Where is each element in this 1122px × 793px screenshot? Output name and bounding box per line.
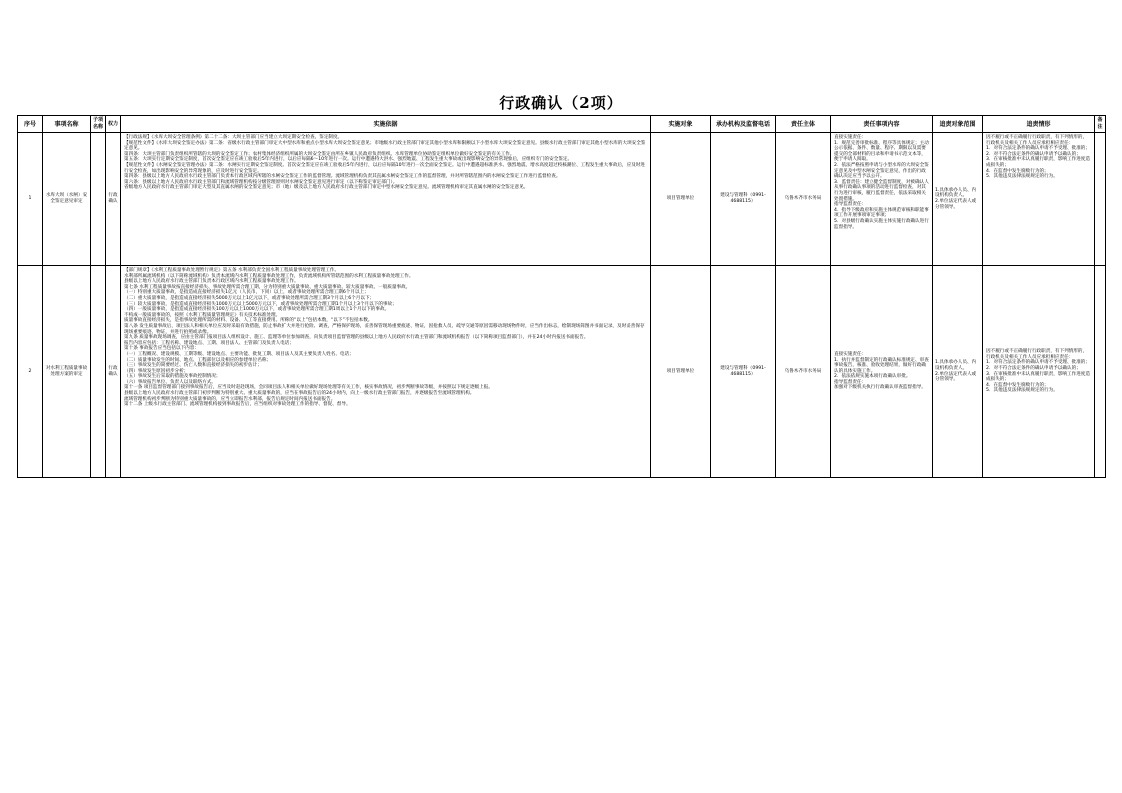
header-row [18,116,1106,133]
basis-paragraph: 县级以上地方人民政府水行政主管部门初步判断为特别重大、重大质量事故的，应当在事故报告后的24小时内，向上一级水行政主管部门报告，并逐级报告至流域管理机构。 [124,391,475,397]
row-scope: 1.具体承办人员、内设机构负责人。 2.单位法定代表人或分管领导。 [933,133,983,266]
basis-paragraph: （六）事故报告单位、负责人以及联络方式。 [124,379,216,385]
row-sub [91,133,106,266]
duty-line: 2．依法严格按照申请与小型水库的大坝安全鉴定意见及中型水闸安全鉴定意见，作出的行政确认决定应当予以公开。 [834,162,929,180]
basis-paragraph: 省级地方人民政府水行政主管部门审定大型及其直属水闸的安全鉴定意见；市（地）级及以上地方人民政府水行政主管部门审定中型水闸安全鉴定意见。流域管理机构审定其直属水闸的安全鉴定意见。 [124,185,529,191]
situation-line: 因不履行或不正确履行行政职责，有下列情形的，行政机关及相关工作人员应承担相应责任： [986,349,1088,360]
basis-paragraph: （二）重大质量事故，是指造成直接经济损失5000万元以上1亿元以下，或者事故处理所需合理工期3个月以上6个月以下； [124,295,375,301]
basis-paragraph: 第四条：大坝主管部门负责组织所管辖的大坝的安全鉴定工作；农村集体经济组织所属的大坝安全鉴定由所在乡镇人民政府负责组织。水库管理单位协助鉴定组织单位做好安全鉴定的有关工作。 [124,151,515,157]
row-duty [831,266,933,478]
basis-paragraph: 县级以上地方人民政府水行政主管部门负责本行政区域内水利工程质量事故处理工作。 [124,279,299,285]
basis-paragraph: 第六条：县级以上地方人民政府水行政主管部门和流域管理机构按分级管理原则对水闸安全鉴定意见进行审定（以下称鉴定审定部门）。 [124,179,398,185]
situation-line: 3．在审核批准中未认真履行职责，影响工作进度造成损失的； [986,157,1090,168]
header-org: 承办机构及监督电话 [711,116,776,133]
basis-paragraph: 第四条：县级以上地方人民政府水行政主管部门负责本行政区域内所辖的水闸安全鉴定工作的监督管理。流域管理机构负责其直属水闸安全鉴定工作的监督管理，并对所管辖范围内的水闸安全鉴定工作进行监督检查。 [124,174,561,180]
situation-line: 1．对符合法定条件的确认申请不予受理、批准的； [986,360,1090,366]
header-basis: 实施依据 [121,116,651,133]
basis-paragraph: （三）事故发生的简要经过、伤亡人数和直接经济损失的初步估计； [124,363,262,369]
duty-line: 加强对下级机关执行行政确认审查监督指导。 [834,385,926,391]
header-situation: 追责情形 [983,116,1095,133]
duty-line: 直接实施责任： [834,135,867,140]
duty-line: 指导监督责任： [834,379,867,385]
basis-paragraph: 第七条 水利工程质量事故按直接经济损失、事故处理所需合理工期，分为特别重大质量事故、重大质量事故、较大质量事故、一般质量事故。 [124,284,411,290]
basis-paragraph: 第十条 事故报告应当包括以下内容： [124,346,199,352]
header-sub: 子项名称 [91,116,106,133]
duty-line: 直接实施责任： [834,351,867,357]
confirmation-table [17,115,1106,478]
row-subject: 乌鲁木齐市水务局 [776,266,831,478]
basis-paragraph: （四）事故发生原因初步分析； [124,368,189,374]
situation-line: 2．对不符合法定条件的确认申请予以确认的； [986,151,1081,157]
basis-paragraph: 第五条：大坝实行定期安全鉴定制度，首次安全鉴定应在竣工验收后5年内进行，以后应每隔6～10年进行一次。运行中遭遇特大洪水、强烈地震、工程发生重大事故或出现影响安全的异常现象后，应组织专门的安全鉴定。 [124,157,573,163]
basis-paragraph: 【部门规章】《水利工程质量事故处理暂行规定》第五条 水利部负责全国水利工程质量事故处理管理工作。 [124,268,340,273]
basis-paragraph: 质量事故直接经济损失，是指事故处理所需的材料、设备、人工等直接费用。所称的“以上”包括本数，“以下”不包括本数。 [124,318,373,324]
row-name: 水库大坝（水闸）安全鉴定意见审定 [43,133,91,266]
row-org: 建设与管理科（0991-4688115） [711,133,776,266]
table-row [18,133,1106,266]
basis-paragraph: （一）工程概况、建设规模、工期等级、建设地点、主要功能、批复工期、项目法人及其主要负责人姓名、电话； [124,351,354,357]
basis-paragraph: （五）事故发生后采取的措施及事故控制情况； [124,374,221,380]
situation-line: 1．对符合法定条件的确认申请不予受理、批准的； [986,146,1090,152]
row-seq: 1 [18,133,43,266]
basis-paragraph: （二）质量事故发生的时间、地点、工程部位以及相应的参建单位名称； [124,357,272,363]
row-sub [91,266,106,478]
row-org: 建设与管理科（0991-4688115） [711,266,776,478]
situation-line: 4．在监督中发生腐败行为的； [986,168,1049,174]
basis-paragraph: 不构成一般质量事故的，按照《水利工程质量管理规定》有关技术标准处理。 [124,312,281,318]
header-seq: 序号 [18,116,43,133]
row-subject: 乌鲁木齐市水务局 [776,133,831,266]
row-target: 项目管理单位 [651,266,711,478]
header-subject: 责任主体 [776,116,831,133]
table-row [18,266,1106,478]
situation-line: 5．其他违反法律法规规定的行为。 [986,174,1058,180]
header-power: 权力 [106,116,121,133]
duty-line: 1．规范完善审批标准、程序等具体规定；主动公示依据、条件、数量、程序、期限以及需要提交的全部材料的目录和申请书示范文本等，便于申请人阅取。 [834,140,929,163]
duty-line: 2．依法依规实施本项行政确认审批。 [834,374,911,380]
basis-paragraph: 水利部所属流域机构（以下简称流域机构）负责本流域内水利工程质量事故处理工作，负责流域机构所管辖范围的水利工程质量事故处理工作。 [124,273,414,279]
basis-paragraph: 第八条 发生质量事故后，项目法人和相关单位应及时采取有效措施，防止事故扩大并进行抢险、调查，严格保护现场，妥善保管现场重要痕迹、物证，因抢救人员、疏导交通等原因需移动现场物件时，应当作出标志，绘制现场简图并书面记录，及时妥善保存现场重要痕迹、物证，并进行拍照或录像。 [124,323,645,335]
row-situation [983,133,1095,266]
row-duty [831,133,933,266]
row-power: 行政确认 [106,266,121,478]
header-name: 事项名称 [43,116,91,133]
basis-paragraph: 【行政法规】《水库大坝安全管理条例》第二十二条：大坝主管部门应当建立大坝定期安全检查、鉴定制度。 [124,135,343,140]
duty-line: 3．监督责任：建立健全监督制度，对被确认人从事行政确认事项的活动进行监督检查，对其行为进行审核，履行监督责任，依法采取相关处置措施。 [834,179,929,202]
row-seq: 2 [18,266,43,478]
row-name: 对水利工程质量事故处理方案的审定 [43,266,91,478]
row-power: 行政确认 [106,133,121,266]
header-scope: 追责对象范围 [933,116,983,133]
row-note [1095,133,1106,266]
row-note [1095,266,1106,478]
row-target: 项目管理单位 [651,133,711,266]
basis-paragraph: 【规范性文件】《水闸安全鉴定管理办法》第二条：水闸实行定期安全鉴定制度。首次安全鉴定应在竣工验收后5年内进行，以后应每隔10年进行一次全面安全鉴定。运行中遭遇超标准洪水、强烈地震、增水高度超过校核潮位、工程发生重大事故后，应及时进行安全检查，如出现影响安全的异常现象的，应及时进行安全鉴定。 [124,162,645,174]
basis-paragraph: 第九条 质量事故现场调查，应由主管部门报项目法人组织设计、施工、监理等单位参加调查，向负责项目监督管理的县级以上地方人民政府水行政主管部门和流域机构报告（以下简称项目监督部门），并在24小时内报送书面报告。 [124,335,589,341]
row-situation [983,266,1095,478]
situation-line: 5．其他违反法律法规规定的行为。 [986,388,1058,394]
basis-paragraph: 流域管理机构初步判断为特别重大质量事故的，应当立即报告水利部，报告后规定时间内报送书面报告。 [124,396,336,402]
situation-line: 3．在审核批准中未认真履行职责，影响工作进度造成损失的； [986,371,1090,383]
duty-line: 1．执行并监督制定的行政确认标准规定、审查事故报告，核准、验收处理结果，做好行政确认的具体实施工作。 [834,357,929,374]
basis-paragraph: 第十一条 项目监督管理部门接到事故报告后，应当及时赶赴现场，会同项目法人和相关单位做好现场处理等有关工作，核实事故情况，初步判断事故等级，并按照以下规定逐级上报。 [124,385,493,391]
basis-paragraph: （四）一般质量事故，是指造成直接经济损失100万元以上1000万元以下，或者事故处理所需合理工期1周以上1个月以下的事故。 [124,307,390,313]
row-basis [121,266,651,478]
basis-paragraph: （三）较大质量事故，是指造成直接经济损失1000万元以上5000万元以下，或者事故处理所需合理工期1个月以上3个月以下的事故； [124,301,397,307]
header-target: 实施对象 [651,116,711,133]
row-scope: 1.具体承办人员、内设机构负责人。 2.单位法定代表人或分管领导。 [933,266,983,478]
situation-line: 因不履行或不正确履行行政职责，有下列情形的，行政机关及相关工作人员应承担相应责任： [986,135,1088,146]
basis-paragraph: （一）特别重大质量事故，是指造成直接经济损失1亿元（人民币，下同）以上，或者事故处理所需合理工期6个月以上； [124,290,369,296]
row-basis [121,133,651,266]
basis-paragraph: 报告内容应包括：工程名称、建设地点、工期、项目法人、主管部门及负责人电话； [124,340,294,346]
basis-paragraph: 【规范性文件】《水库大坝安全鉴定办法》第二条：省级水行政主管部门审定大中型水库和重点小型水库大坝安全鉴定意见；市地级水行政主管部门审定其他小型水库和限额以下小型水库大坝安全鉴定意见。县级水行政主管部门审定其他小型水库的大坝安全鉴定意见。 [124,140,646,152]
basis-paragraph: 第十二条 上级水行政主管部门、流域管理机构接到事故报告后，应当组织对事故处理工作的指导、督促、督导。 [124,402,351,408]
situation-line: 2．对不符合法定条件的确认申请予以确认的； [986,365,1081,371]
situation-line: 4．在监督中发生腐败行为的； [986,382,1049,388]
header-note: 备注 [1095,116,1106,133]
duty-line: 指导监督责任： [834,202,867,208]
duty-line: 5．对县级行政确认实施主体实施行政确认进行监督指导。 [834,218,929,230]
header-duty: 责任事项内容 [831,116,933,133]
page-title: 行政确认（2项） [499,94,623,112]
duty-line: 4．指导下级政府和实施主体规范审核和职能事项工作开展事项审定事项； [834,207,929,219]
